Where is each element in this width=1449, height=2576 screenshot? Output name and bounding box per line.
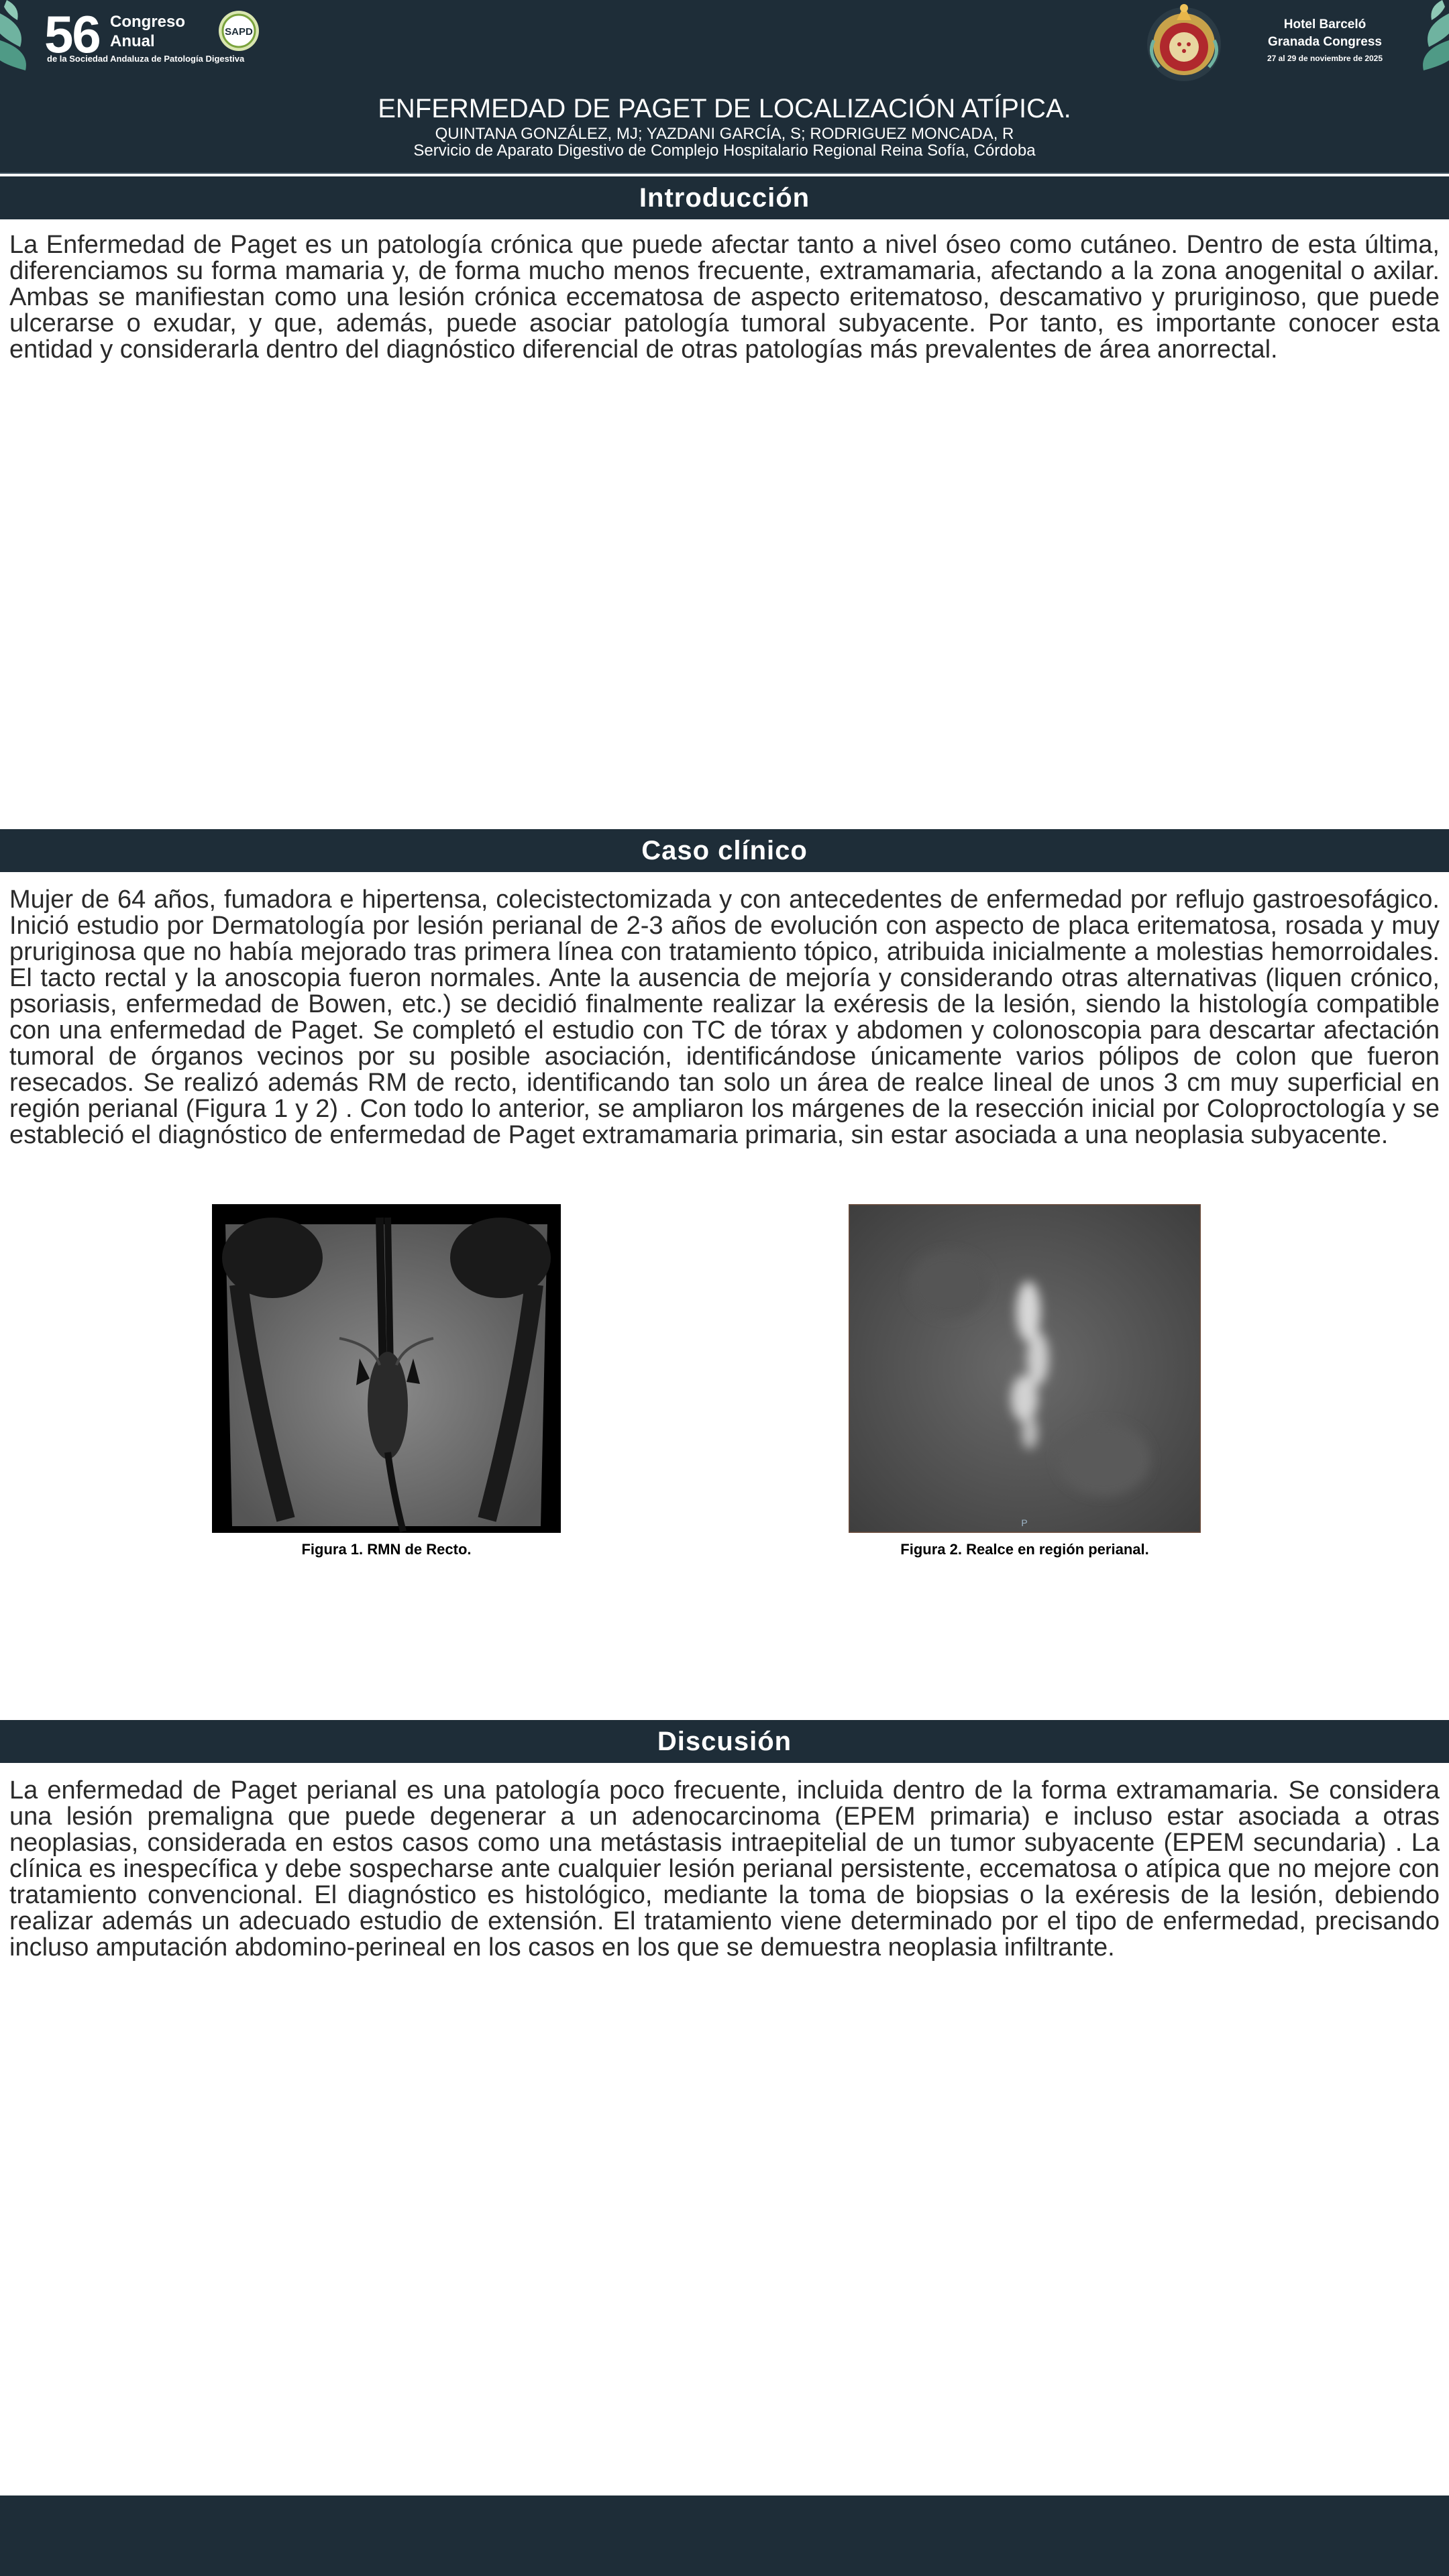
- figure-2-enhancement-image: [849, 1204, 1201, 1533]
- venue-line1: Hotel Barceló: [1283, 17, 1366, 32]
- discussion-section-bar: [0, 1720, 1449, 1763]
- sapd-logo-icon: [217, 9, 260, 52]
- intro-section-bar: [0, 176, 1449, 219]
- intro-paragraph: La Enfermedad de Paget es un patología crónica que puede afectar tanto a nivel óseo como cutáneo. Dentro de esta última, diferenciamos su forma mamaria y, de forma mucho menos frecuente, extramamaria, afectando a la zona anogenital o axilar. Ambas se manifiestan como una lesión crónica eccematosa de aspecto eritematoso, descamativo y pruriginoso, que puede ulcerarse o exudar, y que, además, puede asociar patología tumoral subyacente. Por tanto, es importante conocer esta entidad y considerarla dentro del diagnóstico diferencial de otras patologías más prevalentes de área anorrectal.: [9, 231, 1440, 364]
- congress-dates: 27 al 29 de noviembre de 2025: [1267, 54, 1383, 63]
- poster-affiliation: Servicio de Aparato Digestivo de Complejo Hospitalario Regional Reina Sofía, Córdoba: [413, 142, 1036, 160]
- venue-name: [1248, 16, 1402, 51]
- sapd-logo-text: SAPD: [225, 26, 253, 38]
- poster-footer: [0, 2496, 1449, 2576]
- header-divider: [0, 172, 1449, 174]
- discussion-section-title: Discusión: [657, 1727, 792, 1756]
- congress-label-line2: Anual: [110, 32, 155, 50]
- poster-authors: QUINTANA GONZÁLEZ, MJ; YAZDANI GARCÍA, S; RODRIGUEZ MONCADA, R: [435, 125, 1014, 143]
- congress-label-line1: Congreso: [110, 13, 186, 31]
- figure-2-caption: Figura 2. Realce en región perianal.: [900, 1541, 1149, 1558]
- poster-title: ENFERMEDAD DE PAGET DE LOCALIZACIÓN ATÍPICA.: [378, 94, 1071, 123]
- case-section-bar: [0, 829, 1449, 872]
- venue-line2: Granada Congress: [1268, 35, 1382, 49]
- poster-header: [0, 0, 1449, 173]
- figure-2-marker: P: [1021, 1517, 1028, 1528]
- intro-section-title: Introducción: [639, 183, 810, 213]
- society-name: de la Sociedad Andaluza de Patología Digestiva: [47, 54, 245, 64]
- figure-1-mri-image: [212, 1204, 561, 1533]
- granada-emblem-icon: [1140, 0, 1228, 84]
- case-paragraph: Mujer de 64 años, fumadora e hipertensa, colecistectomizada y con antecedentes de enfermedad por reflujo gastroesofágico. Inició estudio por Dermatología por lesión perianal de 2-3 años de evolución con aspecto de placa eritematosa, rosada y muy pruriginosa que no había mejorado tras primera línea con tratamiento tópico, atribuida inicialmente a molestias hemorroidales. El tacto rectal y la anoscopia fueron normales. Ante la ausencia de mejoría y considerando otras alternativas (liquen crónico, psoriasis, enfermedad de Bowen, etc.) se decidió finalmente realizar la exéresis de la lesión, siendo la histología compatible con una enfermedad de Paget. Se completó el estudio con TC de tórax y abdomen y colonoscopia para descartar afectación tumoral de órganos vecinos por su posible asociación, identificándose únicamente varios pólipos de colon que fueron resecados. Se realizó además RM de recto, identificando tan solo un área de realce lineal de unos 3 cm muy superficial en región perianal (Figura 1 y 2) . Con todo lo anterior, se ampliaron los márgenes de la resección inicial por Coloproctología y se estableció el diagnóstico de enfermedad de Paget extramamaria primaria, sin estar asociada a una neoplasia subyacente.: [9, 885, 1440, 1149]
- discussion-paragraph: La enfermedad de Paget perianal es una patología poco frecuente, incluida dentro de la forma extramamaria. Se considera una lesión premaligna que puede degenerar a un adenocarcinoma (EPEM primaria) e incluso estar asociada a otras neoplasias, considerada en estos casos como una metástasis intraepitelial de un tumor subyacente (EPEM secundaria) . La clínica es inespecífica y debe sospecharse ante cualquier lesión perianal persistente, eccematosa o atípica que no mejore con tratamiento convencional. El diagnóstico es histológico, mediante la toma de biopsias o la exéresis de la lesión, debiendo realizar además un adecuado estudio de extensión. El tratamiento viene determinado por el tipo de enfermedad, precisando incluso amputación abdomino-perineal en los casos en los que se demuestra neoplasia infiltrante.: [9, 1776, 1440, 1962]
- leaf-decoration-left-icon: [0, 0, 38, 80]
- congress-label: [110, 12, 185, 51]
- case-section-title: Caso clínico: [641, 836, 808, 865]
- congress-number: 56: [44, 5, 100, 64]
- leaf-decoration-right-icon: [1411, 0, 1449, 80]
- figure-1-caption: Figura 1. RMN de Recto.: [301, 1541, 472, 1558]
